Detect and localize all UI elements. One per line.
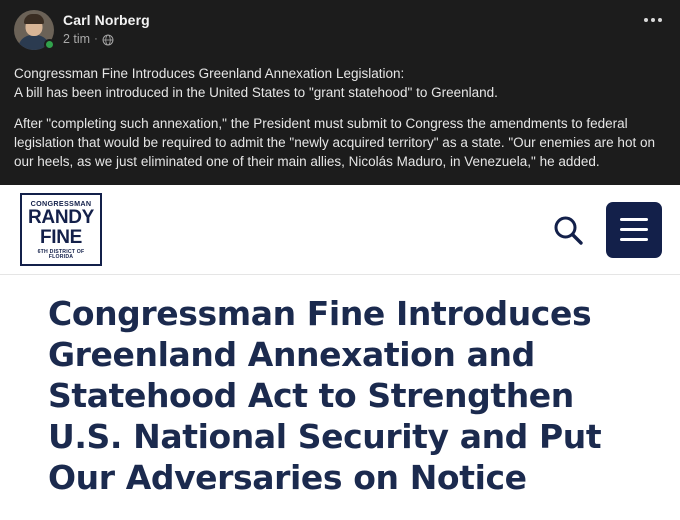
more-options-icon[interactable] — [640, 14, 666, 26]
avatar-hair-shape — [24, 14, 44, 24]
post-author-name[interactable]: Carl Norberg — [63, 12, 150, 28]
post-meta — [63, 31, 150, 47]
header-actions — [548, 202, 662, 258]
globe-icon — [102, 34, 114, 46]
online-status-indicator — [44, 39, 55, 50]
menu-bar — [620, 228, 648, 231]
menu-icon[interactable] — [606, 202, 662, 258]
dot — [651, 18, 655, 22]
article-section — [0, 275, 680, 498]
logo-line-district: 6TH DISTRICT OF FLORIDA — [37, 248, 85, 261]
site-logo[interactable] — [20, 193, 102, 267]
menu-bar — [620, 238, 648, 241]
dot — [644, 18, 648, 22]
post-text — [14, 64, 666, 171]
site-header — [0, 185, 680, 275]
post-paragraph-1-line-1: Congressman Fine Introduces Greenland Annexation Legislation: — [14, 66, 405, 81]
post-timestamp[interactable]: 2 tim — [63, 32, 91, 46]
social-post — [0, 0, 680, 185]
avatar[interactable] — [14, 10, 54, 50]
menu-bar — [620, 218, 648, 221]
meta-separator: · — [94, 33, 98, 45]
post-header — [14, 10, 666, 54]
post-paragraph-1 — [14, 64, 666, 102]
logo-line-congressman: CONGRESSMAN — [30, 198, 92, 208]
page-title: Congressman Fine Introduces Greenland Annexation and Statehood Act to Strengthen U.S. National Security and Put Our Adversaries on Notice — [48, 294, 602, 497]
post-author-block — [63, 10, 150, 47]
post-paragraph-2: After "completing such annexation," the President must submit to Congress the amendments to federal legislation that would be required to admit the "newly acquired territory" as a state. "Our enemies are hot on our heels, as we just eliminated one of their main allies, Nicolás Maduro, in Venezuela," he added. — [14, 116, 655, 169]
dot — [658, 18, 662, 22]
logo-line-fine: FINE — [39, 226, 83, 248]
search-icon[interactable] — [548, 210, 588, 250]
post-paragraph-1-line-2: A bill has been introduced in the United States to "grant statehood" to Greenland. — [14, 85, 498, 100]
logo-line-randy: RANDY — [28, 206, 95, 228]
